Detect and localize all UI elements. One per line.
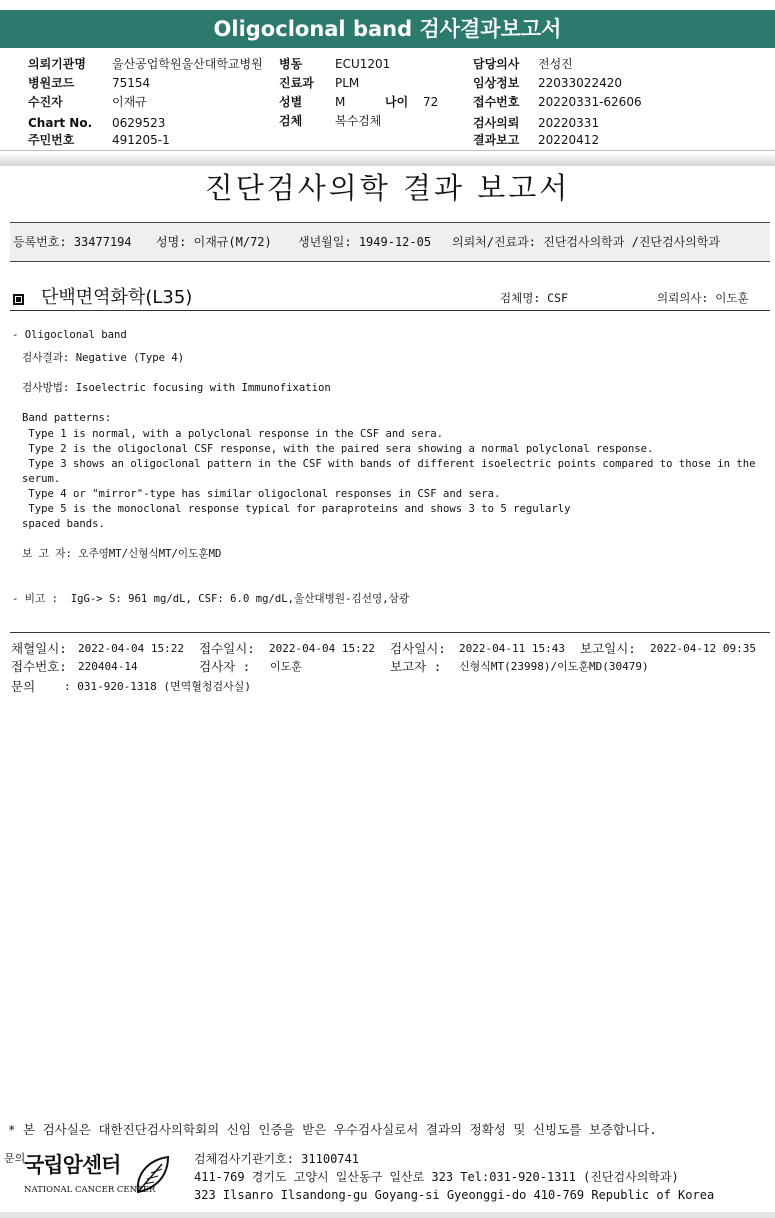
report-date-label: 보고일시:: [580, 641, 636, 656]
receive-label: 접수일시:: [199, 641, 255, 656]
tester-label: 검사자 :: [199, 659, 251, 674]
registration-number: 등록번호: 33477194: [13, 235, 132, 249]
hospcode-label: 병원코드: [28, 76, 75, 90]
chart-value: 0629523: [112, 116, 166, 130]
test-datetime: 2022-04-11 15:43: [459, 642, 565, 655]
request-value: 20220331: [538, 116, 600, 130]
patient-name: 성명: 이재규(M/72): [156, 235, 272, 249]
band-pattern-5: Type 5 is the monoclonal response typical for paraproteins and shows 3 to 5 regularly: [22, 503, 571, 515]
birth-date: 생년월일: 1949-12-05: [298, 235, 432, 249]
band-pattern-4: Type 4 or "mirror"-type has similar oligoclonal responses in CSF and sera.: [22, 488, 501, 500]
test-method: 검사방법: Isoelectric focusing with Immunofixation: [22, 382, 331, 394]
age-label: 나이: [385, 95, 409, 109]
patient-value: 이재규: [112, 95, 147, 109]
footer-divider: [10, 632, 770, 633]
patient-label: 수진자: [28, 95, 63, 109]
test-result: 검사결과: Negative (Type 4): [22, 352, 185, 364]
address-english: 323 Ilsanro Ilsandong-gu Goyang-si Gyeonggi-do 410-769 Republic of Korea: [194, 1188, 715, 1202]
doctor-label: 담당의사: [473, 57, 520, 71]
band-patterns-title: Band patterns:: [22, 412, 112, 424]
inquiry-label: 문의: [11, 679, 36, 694]
address-korean: 411-769 경기도 고양시 일산동구 일산로 323 Tel:031-920-1311 (진단검사의학과): [194, 1170, 679, 1184]
footer-reporter-value: 신형식MT(23998)/이도훈MD(30479): [459, 660, 649, 673]
ward-label: 병동: [279, 57, 303, 71]
header-divider: [0, 150, 775, 151]
tester-value: 이도훈: [270, 660, 302, 673]
band-pattern-1: Type 1 is normal, with a polyclonal response in the CSF and sera.: [22, 428, 443, 440]
chart-label: Chart No.: [28, 116, 93, 130]
remarks: - 비고 : IgG-> S: 961 mg/dL, CSF: 6.0 mg/dL,울산대병원-김선영,삼광: [12, 593, 410, 605]
clinical-label: 임상정보: [473, 76, 520, 90]
request-label: 검사의뢰: [473, 116, 520, 130]
reception-value: 20220331-62606: [538, 95, 642, 109]
leaf-icon: [132, 1154, 172, 1196]
logo-english: NATIONAL CANCER CENTER: [24, 1185, 156, 1195]
test-date-label: 검사일시:: [390, 641, 446, 656]
draw-datetime: 2022-04-04 15:22: [78, 642, 184, 655]
inquiry-value: : 031-920-1318 (면역혈청검사실): [64, 680, 251, 693]
dept-value: PLM: [335, 76, 360, 90]
institution-label: 의뢰기관명: [28, 57, 86, 71]
result-date-value: 20220412: [538, 133, 600, 147]
requesting-department: 의뢰처/진료과: 진단검사의학과 /진단검사의학과: [452, 235, 720, 249]
patient-info-bar: [10, 222, 770, 262]
bottom-bar: [0, 1212, 775, 1218]
sex-value: M: [335, 95, 346, 109]
footer-reporter-label: 보고자 :: [390, 659, 442, 674]
section-header: [10, 286, 770, 311]
draw-label: 채혈일시:: [11, 641, 67, 656]
specimen-label: 검체: [279, 114, 303, 128]
age-value: 72: [423, 95, 439, 109]
rrn-value: 491205-1: [112, 133, 170, 147]
lab-code: 검체검사기관기호: 31100741: [194, 1152, 359, 1166]
section-title: 단백면역화학(L35): [41, 287, 193, 308]
rrn-label: 주민번호: [28, 133, 75, 147]
band-pattern-3: Type 3 shows an oligoclonal pattern in the CSF with bands of different isoelectric points compared to those in the: [22, 458, 756, 470]
reception-label: 접수번호: [473, 95, 520, 109]
hospital-logo: [24, 1152, 174, 1200]
header-shadow: [0, 152, 775, 166]
band-pattern-3-cont: serum.: [22, 473, 61, 485]
specimen-value: 복수검체: [335, 114, 382, 128]
test-name: - Oligoclonal band: [12, 329, 127, 341]
band-pattern-5-cont: spaced bands.: [22, 518, 105, 530]
recno-label: 접수번호:: [11, 659, 67, 674]
ward-value: ECU1201: [335, 57, 391, 71]
receive-datetime: 2022-04-04 15:22: [269, 642, 375, 655]
band-pattern-2: Type 2 is the oligoclonal CSF response, with the paired sera showing a normal polyclonal response.: [22, 443, 654, 455]
body-reporter: 보 고 자: 오주영MT/신형식MT/이도훈MD: [22, 548, 222, 560]
recno-value: 220404-14: [78, 660, 138, 673]
section-specimen: 검체명: CSF: [500, 291, 568, 305]
doctor-value: 전성진: [538, 57, 573, 71]
report-title: 진단검사의학 결과 보고서: [204, 171, 571, 205]
bottom-inquiry-label: 문의: [4, 1152, 26, 1165]
clinical-value: 22033022420: [538, 76, 622, 90]
result-date-label: 결과보고: [473, 133, 520, 147]
institution-value: 울산공업학원울산대학교병원: [112, 57, 263, 71]
sex-label: 성별: [279, 95, 303, 109]
report-header-title: Oligoclonal band 검사결과보고서: [0, 10, 775, 48]
report-datetime: 2022-04-12 09:35: [650, 642, 756, 655]
logo-korean: 국립암센터: [24, 1153, 121, 1177]
hospcode-value: 75154: [112, 76, 151, 90]
section-doctor: 의뢰의사: 이도훈: [657, 291, 749, 305]
dept-label: 진료과: [279, 76, 314, 90]
section-square-icon: [13, 294, 24, 305]
accreditation-notice: * 본 검사실은 대한진단검사의학회의 신임 인증을 받은 우수검사실로서 결과의 정확성 및 신빙도를 보증합니다.: [8, 1122, 657, 1137]
